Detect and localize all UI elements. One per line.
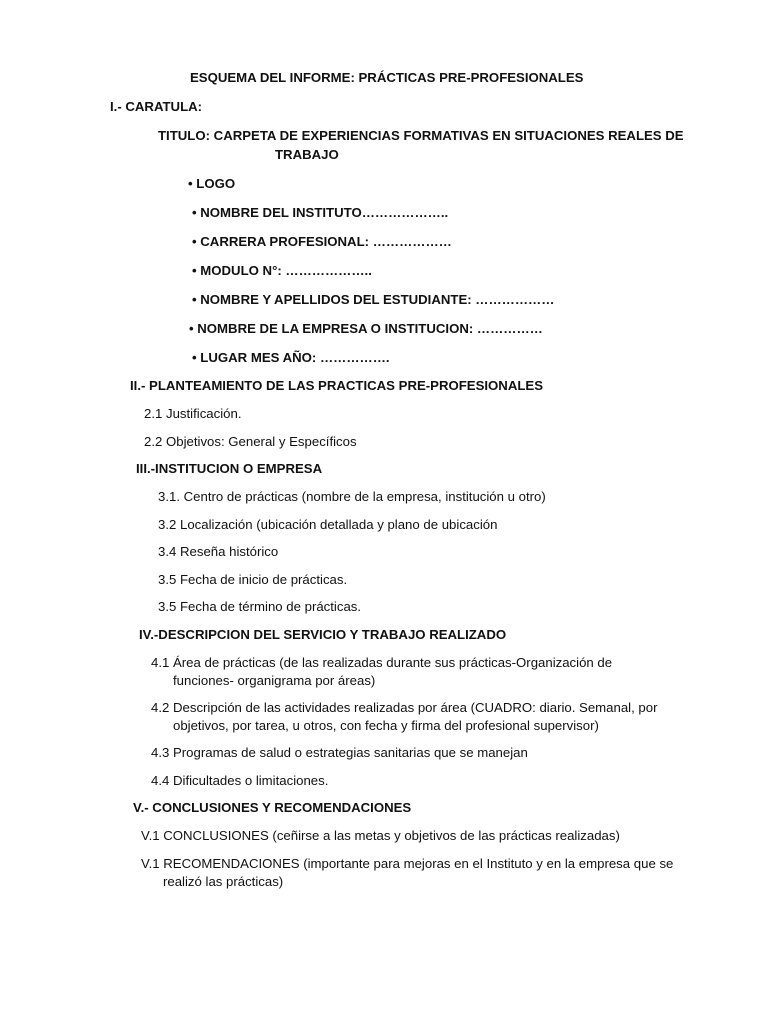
list-item-cont: funciones- organigrama por áreas) [173,673,376,688]
section-5-heading: V.- CONCLUSIONES Y RECOMENDACIONES [133,800,412,815]
bullet-item: • NOMBRE DE LA EMPRESA O INSTITUCION: …………… [189,321,543,336]
list-item: 4.2 Descripción de las actividades realizadas por área (CUADRO: diario. Semanal, por [151,700,658,715]
caratula-titulo: TITULO: CARPETA DE EXPERIENCIAS FORMATIVAS EN SITUACIONES REALES DE [158,128,684,143]
bullet-item: • CARRERA PROFESIONAL: ……………… [192,234,452,249]
section-3-heading: III.-INSTITUCION O EMPRESA [136,461,323,476]
list-item: V.1 RECOMENDACIONES (importante para mejoras en el Instituto y en la empresa que se [141,856,674,871]
bullet-item: • NOMBRE Y APELLIDOS DEL ESTUDIANTE: ……………… [192,292,555,307]
list-item: 3.5 Fecha de inicio de prácticas. [158,572,348,587]
list-item: 4.3 Programas de salud o estrategias sanitarias que se manejan [151,745,528,760]
list-item: 3.2 Localización (ubicación detallada y plano de ubicación [158,517,498,532]
list-item: 4.1 Área de prácticas (de las realizadas durante sus prácticas-Organización de [151,655,613,670]
list-item: 3.5 Fecha de término de prácticas. [158,599,362,614]
list-item-cont: realizó las prácticas) [163,874,284,889]
section-2-heading: II.- PLANTEAMIENTO DE LAS PRACTICAS PRE-PROFESIONALES [130,378,543,393]
list-item: 3.4 Reseña histórico [158,544,279,559]
caratula-titulo-cont: TRABAJO [275,147,339,162]
list-item: V.1 CONCLUSIONES (ceñirse a las metas y objetivos de las prácticas realizadas) [141,828,620,843]
section-1-heading: I.- CARATULA: [110,99,203,114]
list-item: 2.1 Justificación. [144,406,242,421]
list-item: 2.2 Objetivos: General y Específicos [144,434,357,449]
document-title: ESQUEMA DEL INFORME: PRÁCTICAS PRE-PROFESIONALES [190,70,584,85]
list-item: 4.4 Dificultades o limitaciones. [151,773,329,788]
list-item: 3.1. Centro de prácticas (nombre de la empresa, institución u otro) [158,489,546,504]
bullet-item: • LOGO [188,176,236,191]
bullet-item: • NOMBRE DEL INSTITUTO……………….. [192,205,449,220]
bullet-item: • MODULO N°: ……………….. [192,263,372,278]
section-4-heading: IV.-DESCRIPCION DEL SERVICIO Y TRABAJO REALIZADO [139,627,507,642]
list-item-cont: objetivos, por tarea, u otros, con fecha y firma del profesional supervisor) [173,718,599,733]
bullet-item: • LUGAR MES AÑO: ……………. [192,350,390,365]
